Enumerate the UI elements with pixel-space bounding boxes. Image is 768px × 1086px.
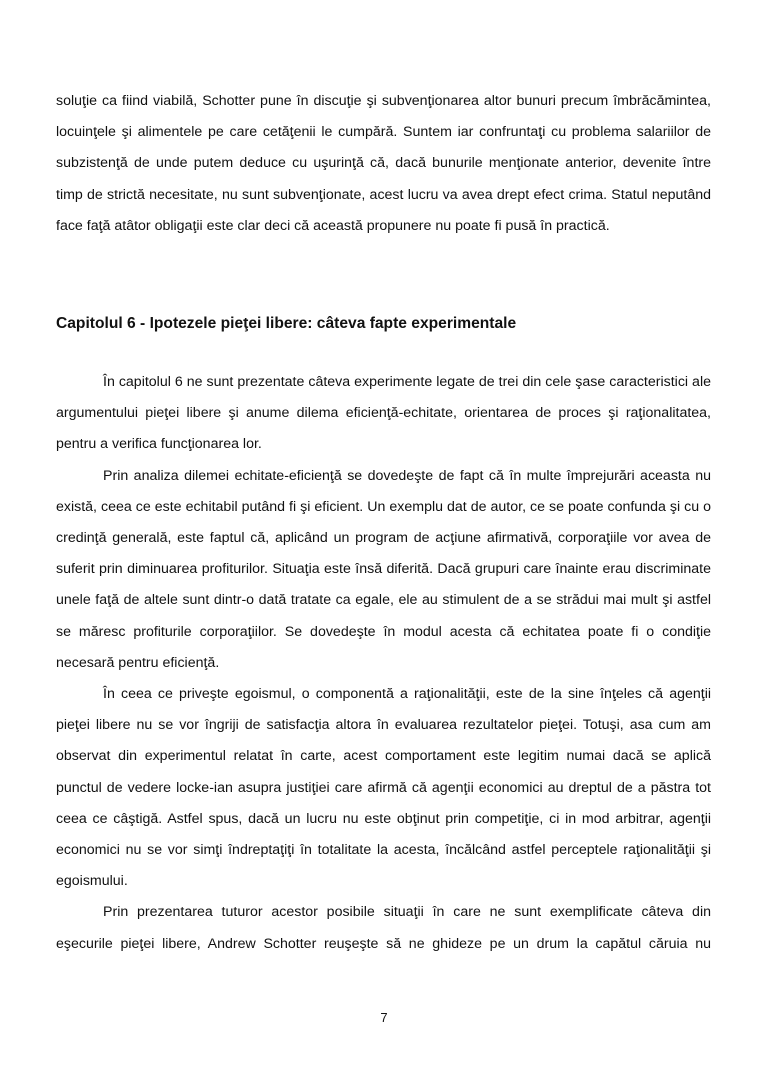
paragraph-3: În ceea ce priveşte egoismul, o componentă a raţionalităţii, este de la sine înţeles că agenţii pieţei libere nu se vor îngriji de satisfacţia altora în evaluarea rezultatelor pieţei. Totuşi, asa cum am observat din experimentul relatat în carte, acest comportament este legitim numai dacă se aplică punctul de vedere locke-ian asupra justiţiei care afirmă că agenţii economici au dreptul de a păstra tot ceea ce câştigă. Astfel spus, dacă un lucru nu este obţinut prin competiţie, ci in mod arbitrar, agenţii economici nu se vor simţi îndreptaţiţi în totalitate la acesta, încălcând astfel perceptele raţionalităţii şi egoismului.	[56, 686, 711, 890]
paragraph-4: Prin prezentarea tuturor acestor posibile situaţii în care ne sunt exemplificate câteva din eşecurile pieţei libere, Andrew Schotter reuşeşte să ne ghideze pe un drum la capătul căruia nu	[56, 904, 711, 952]
paragraph-1: În capitolul 6 ne sunt prezentate câteva experimente legate de trei din cele şase caracteristici ale argumentului pieţei libere şi anume dilema eficienţă-echitate, orientarea de proces şi raţionalitatea, pentru a verifica funcţionarea lor.	[56, 374, 711, 453]
document-page	[56, 86, 711, 952]
paragraph-continued: soluţie ca fiind viabilă, Schotter pune în discuţie şi subvenţionarea altor bunuri precum îmbrăcămintea, locuinţele şi alimentele pe care cetăţenii le cumpără. Suntem iar confruntaţi cu problema salariilor de subzistenţă de unde putem deduce cu uşurinţă că, dacă bunurile menţionate anterior, devenite între timp de strictă necesitate, nu sunt subvenţionate, acest lucru va avea drept efect crima. Statul neputând face faţă atâtor obligaţii este clar deci că această propunere nu poate fi pusă în practică.	[56, 93, 711, 234]
page-number: 7	[380, 1010, 388, 1025]
paragraph-2: Prin analiza dilemei echitate-eficienţă se dovedeşte de fapt că în multe împrejurări aceasta nu există, ceea ce este echitabil putând fi şi eficient. Un exemplu dat de autor, ce se poate confunda şi cu o credinţă generală, este faptul că, aplicând un program de acţiune afirmativă, corporaţiile vor avea de suferit prin diminuarea profiturilor. Situaţia este însă diferită. Dacă grupuri care înainte erau discriminate unele faţă de altele sunt dintr-o dată tratate ca egale, ele au stimulent de a se strădui mai mult şi astfel se măresc profiturile corporaţiilor. Se dovedeşte în modul acesta că echitatea poate fi o condiţie necesară pentru eficienţă.	[56, 467, 711, 671]
chapter-heading: Capitolul 6 - Ipotezele pieţei libere: câteva fapte experimentale	[56, 315, 517, 332]
chapter-body	[56, 367, 711, 960]
